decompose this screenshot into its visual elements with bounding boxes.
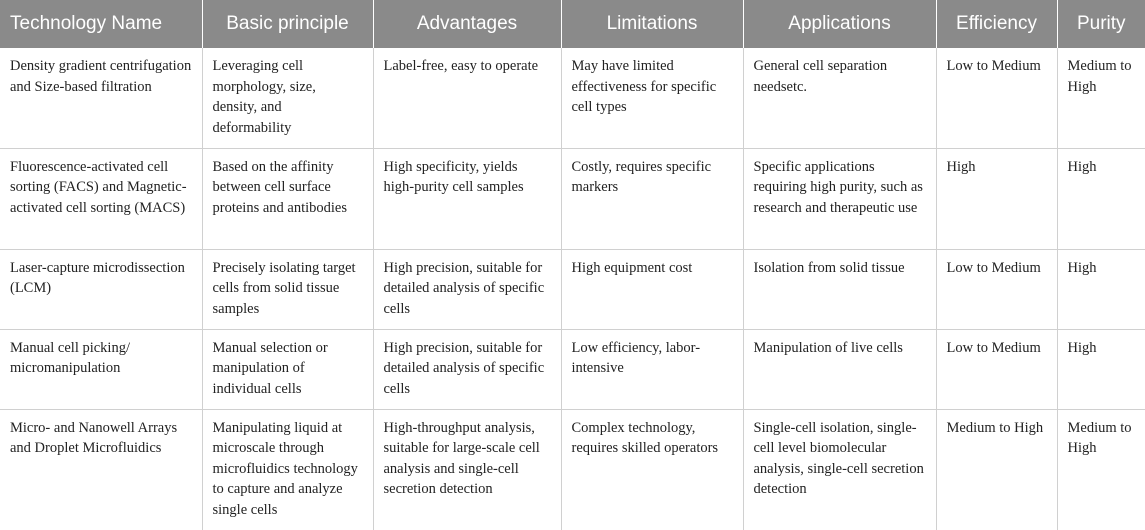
cell-purity: High [1057, 148, 1145, 249]
cell-technology-name: Manual cell picking/ micromanipulation [0, 329, 202, 409]
cell-technology-name: Laser-capture microdissection (LCM) [0, 249, 202, 329]
table-header [0, 0, 1145, 48]
header-row [0, 0, 1145, 48]
table-row [0, 329, 1145, 409]
cell-basic-principle: Leveraging cell morphology, size, density, and deformability [202, 48, 373, 148]
cell-purity: Medium to High [1067, 419, 1132, 456]
cell-efficiency: Low to Medium [936, 48, 1057, 148]
cell-basic-principle: Manual selection or manipulation of individual cells [202, 329, 373, 409]
header-basic-principle: Basic principle [202, 0, 373, 48]
cell-advantages: High-throughput analysis, suitable for large-scale cell analysis and single-cell secretion detection [373, 409, 561, 530]
cell-efficiency: Low to Medium [936, 249, 1057, 329]
cell-applications: Specific applications requiring high purity, such as research and therapeutic use [743, 148, 936, 249]
table-row [0, 48, 1145, 148]
cell-limitations: High equipment cost [561, 249, 743, 329]
header-limitations: Limitations [561, 0, 743, 48]
cell-purity: High [1057, 249, 1145, 329]
table-row [0, 148, 1145, 249]
cell-applications: General cell separation needsetc. [743, 48, 936, 148]
cell-advantages: High precision, suitable for detailed analysis of specific cells [373, 329, 561, 409]
table-row [0, 409, 1145, 530]
header-advantages: Advantages [373, 0, 561, 48]
cell-purity: High [1057, 329, 1145, 409]
cell-efficiency: Medium to High [936, 409, 1057, 530]
header-purity: Purity [1057, 0, 1145, 48]
header-technology-name: Technology Name [0, 0, 202, 48]
cell-purity: Medium to High [1057, 48, 1145, 148]
cell-advantages: Label-free, easy to operate [373, 48, 561, 148]
cell-limitations: Costly, requires specific markers [561, 148, 743, 249]
table-row [0, 249, 1145, 329]
cell-basic-principle: Manipulating liquid at microscale through microfluidics technology to capture and analyze single cells [202, 409, 373, 530]
cell-applications: Single-cell isolation, single-cell level biomolecular analysis, single-cell secretion detection [743, 409, 936, 530]
cell-basic-principle: Based on the affinity between cell surface proteins and antibodies [202, 148, 373, 249]
cell-efficiency: High [936, 148, 1057, 249]
cell-efficiency: Low to Medium [936, 329, 1057, 409]
header-applications: Applications [743, 0, 936, 48]
cell-technology-name: Micro- and Nanowell Arrays and Droplet Microfluidics [0, 409, 202, 530]
cell-advantages: High specificity, yields high-purity cell samples [373, 148, 561, 249]
table-body [0, 48, 1145, 530]
cell-limitations: May have limited effectiveness for specific cell types [561, 48, 743, 148]
cell-technology-name: Density gradient centrifugation and Size-based filtration [0, 48, 202, 148]
cell-advantages: High precision, suitable for detailed analysis of specific cells [373, 249, 561, 329]
cell-applications: Manipulation of live cells [743, 329, 936, 409]
cell-limitations: Complex technology, requires skilled operators [561, 409, 743, 530]
header-efficiency: Efficiency [936, 0, 1057, 48]
cell-technology-name: Fluorescence-activated cell sorting (FACS) and Magnetic-activated cell sorting (MACS) [0, 148, 202, 249]
cell-limitations: Low efficiency, labor-intensive [561, 329, 743, 409]
cell-applications: Isolation from solid tissue [743, 249, 936, 329]
cell-basic-principle: Precisely isolating target cells from solid tissue samples [202, 249, 373, 329]
